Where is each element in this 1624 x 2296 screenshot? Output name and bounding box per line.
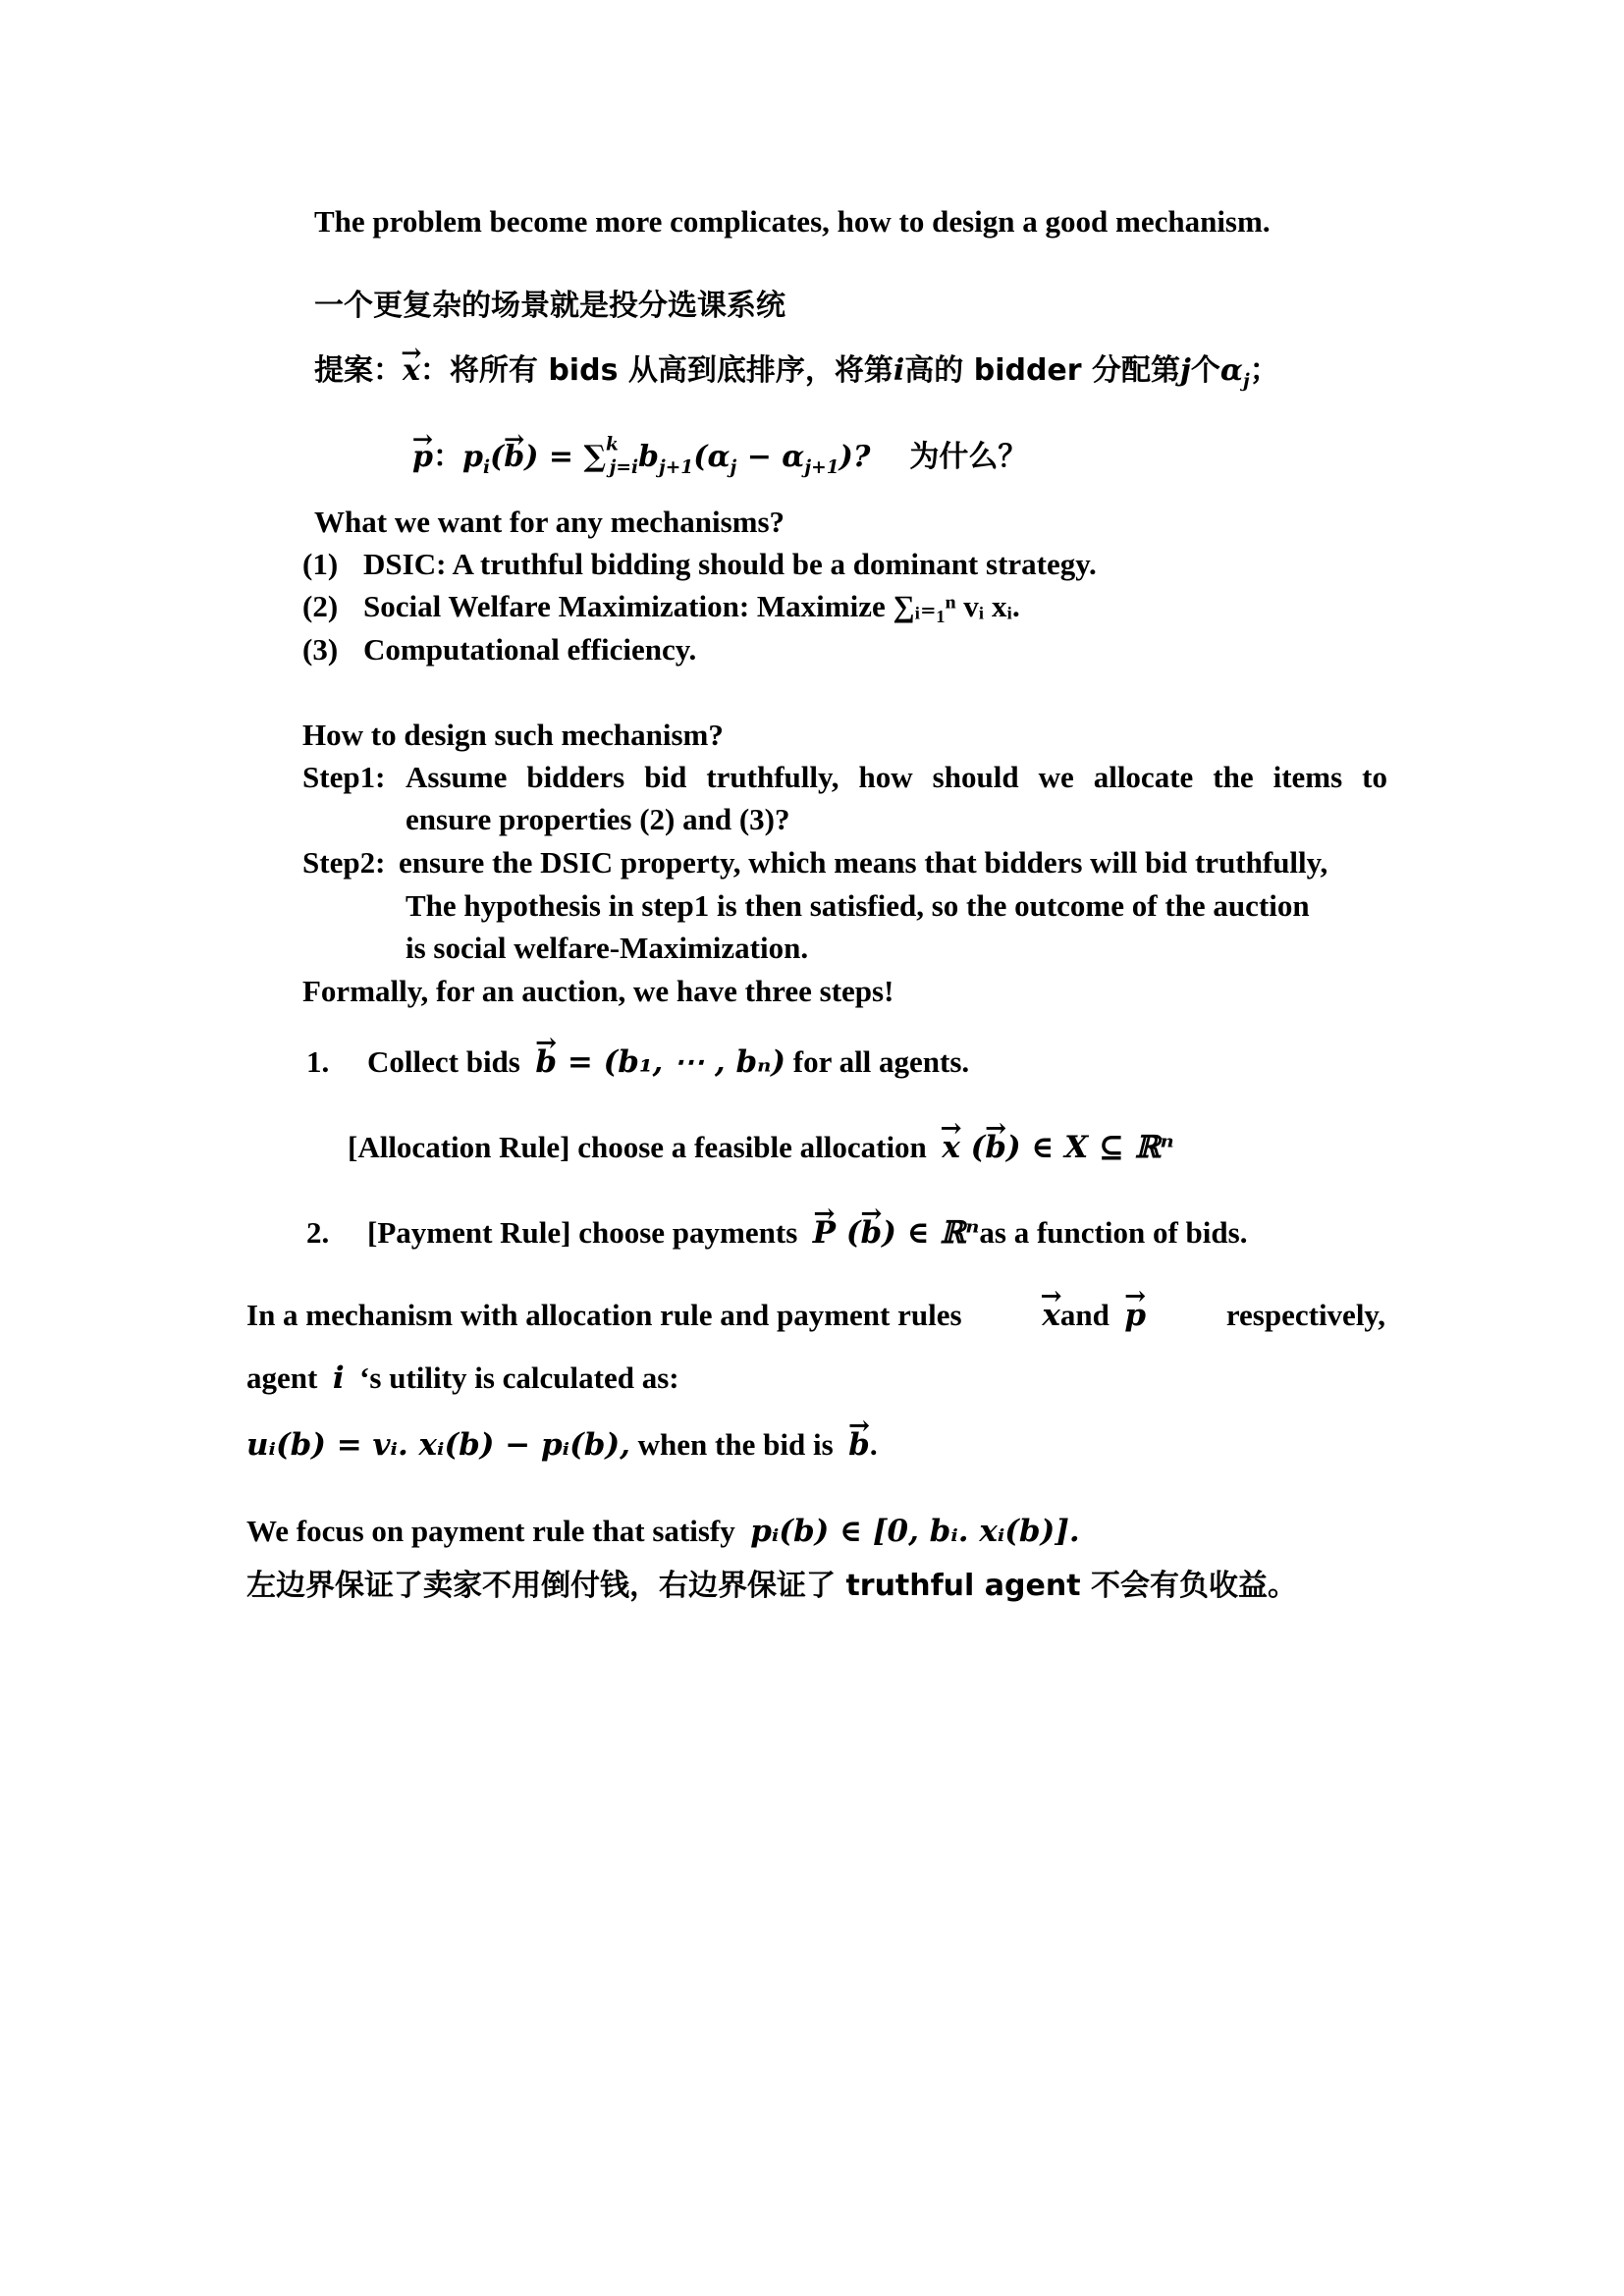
alpha-sub-2: j+1	[804, 457, 839, 478]
step1-label: Step1:	[302, 760, 386, 794]
item2-tail: as a function of bids.	[979, 1215, 1248, 1250]
item2-text: [Payment Rule] choose payments	[367, 1215, 798, 1250]
step2-label: Step2:	[302, 845, 386, 880]
step-item-1	[306, 1042, 969, 1082]
step2-line-1	[302, 843, 1327, 882]
want-title: What we want for any mechanisms?	[314, 505, 785, 539]
b-vector: → b	[535, 1042, 557, 1082]
close-paren: )?	[839, 440, 871, 474]
p-symbol: p	[461, 440, 483, 474]
utility-when: when the bid is	[637, 1427, 834, 1462]
var-i: i	[332, 1361, 345, 1396]
alpha: α	[1219, 353, 1243, 388]
want-text-2: Social Welfare Maximization: Maximize ∑ᵢ₌₁ⁿ vᵢ xᵢ.	[363, 589, 1020, 623]
P-vector: → P	[813, 1213, 836, 1253]
step1-text-1: Assume bidders bid truthfully, how should we allocate the items to	[406, 760, 1387, 794]
proposal-text-c: 个	[1190, 353, 1220, 388]
semicolon: ；	[1249, 353, 1279, 388]
payment-proposal-line: → p：$p_i(\to b) = \sum^k_{j=i}b_{j+1}(\alpha_j - \alpha_{j+1})$? 为什么？	[412, 438, 1027, 477]
proposal-label: 提案：	[314, 353, 403, 388]
x-vector: → x	[942, 1128, 959, 1167]
mech-and: and	[1059, 1298, 1110, 1332]
focus-text: We focus on payment rule that satisfy	[246, 1514, 735, 1548]
alpha-sub: j	[1242, 371, 1250, 392]
b-vector: → b	[504, 438, 524, 477]
alpha-sub-1: j	[730, 457, 737, 478]
alloc-set: ) ∈ X ⊆ ℝⁿ	[1005, 1130, 1174, 1165]
want-num-2: (2)	[302, 589, 339, 623]
b-vector: → b	[985, 1128, 1006, 1167]
item2-num: 2.	[306, 1215, 330, 1250]
pay-set: ) ∈ ℝⁿ	[882, 1215, 980, 1251]
p-vector: → p	[412, 438, 433, 477]
step-item-2: 2. [Payment Rule] choose payments → P (→ b) ∈ ℝⁿas a function of bids.	[306, 1213, 1247, 1253]
utility-formula-line: uᵢ(b) = vᵢ. xᵢ(b) − pᵢ(b), when the bid is → b.	[246, 1425, 878, 1465]
var-i: i	[893, 353, 905, 388]
proposal-line	[314, 351, 1279, 391]
sum-sub: j=i	[609, 457, 639, 478]
var-j: j	[1180, 353, 1191, 388]
want-item-1	[302, 545, 1097, 584]
want-num-3: (3)	[302, 632, 339, 667]
focus-line	[246, 1512, 1080, 1551]
p-vector: → p	[1124, 1296, 1146, 1335]
proposal-text-b: 高的 bidder 分配第	[904, 353, 1181, 388]
design-title: How to design such mechanism?	[302, 718, 724, 752]
x-vector: → x	[1042, 1296, 1059, 1335]
step2-text-1: ensure the DSIC property, which means that bidders will bid truthfully,	[399, 845, 1328, 880]
mech-text-a: In a mechanism with allocation rule and payment rules	[246, 1298, 962, 1332]
mechanism-line-1	[246, 1296, 1385, 1335]
x-vector: → x	[403, 351, 420, 391]
proposal-text-a: 将所有 bids 从高到底排序，将第	[449, 353, 893, 388]
utility-text: ‘s utility is calculated as:	[359, 1361, 679, 1395]
b-vector: → b	[848, 1425, 870, 1465]
want-item-3	[302, 630, 696, 669]
eq-sum: ) = ∑	[524, 440, 607, 474]
sum-body: b	[638, 440, 659, 474]
mechanism-line-2	[246, 1359, 679, 1398]
want-item-2	[302, 587, 1020, 626]
utility-formula: uᵢ(b) = vᵢ. xᵢ(b) − pᵢ(b),	[246, 1427, 630, 1463]
item1-num: 1.	[306, 1044, 330, 1079]
body-sub: j+1	[659, 457, 694, 478]
want-num-1: (1)	[302, 547, 339, 581]
formally-line: Formally, for an auction, we have three steps!	[302, 974, 894, 1008]
minus-alpha: − α	[736, 440, 805, 474]
colon: ：	[432, 440, 462, 474]
cn-heading: 一个更复杂的场景就是投分选课系统	[314, 289, 785, 323]
item1-text: Collect bids	[367, 1044, 520, 1079]
sum-sup: k	[606, 434, 619, 455]
alloc-text: [Allocation Rule] choose a feasible allocation	[348, 1130, 927, 1164]
mech-text-b: respectively,	[1225, 1298, 1385, 1332]
step1-line-2: ensure properties (2) and (3)?	[406, 802, 790, 836]
why-text: 为什么？	[909, 440, 1028, 474]
cn-conclusion: 左边界保证了卖家不用倒付钱，右边界保证了 truthful agent 不会有负收益。	[246, 1569, 1297, 1603]
focus-formula: pᵢ(b) ∈ [0, bᵢ. xᵢ(b)].	[750, 1514, 1080, 1549]
colon: ：	[419, 353, 450, 388]
item1-tail: for all agents.	[785, 1044, 970, 1079]
bids-tuple: = (b₁, ⋯ , bₙ)	[557, 1044, 786, 1080]
sub-i: i	[482, 457, 491, 478]
step2-line-2: The hypothesis in step1 is then satisfied, so the outcome of the auction	[406, 888, 1310, 923]
allocation-rule-line: [Allocation Rule] choose a feasible allocation → x (→ b) ∈ X ⊆ ℝⁿ	[348, 1128, 1174, 1167]
step1-line-1	[302, 758, 1387, 797]
agent-word: agent	[246, 1361, 318, 1395]
want-text-1: DSIC: A truthful bidding should be a dominant strategy.	[363, 547, 1097, 581]
b-vector: → b	[861, 1213, 883, 1253]
intro-sentence: The problem become more complicates, how to design a good mechanism.	[314, 204, 1271, 239]
step2-line-3: is social welfare-Maximization.	[406, 931, 809, 965]
want-text-3: Computational efficiency.	[363, 632, 697, 667]
paren-alpha: (α	[693, 440, 731, 474]
